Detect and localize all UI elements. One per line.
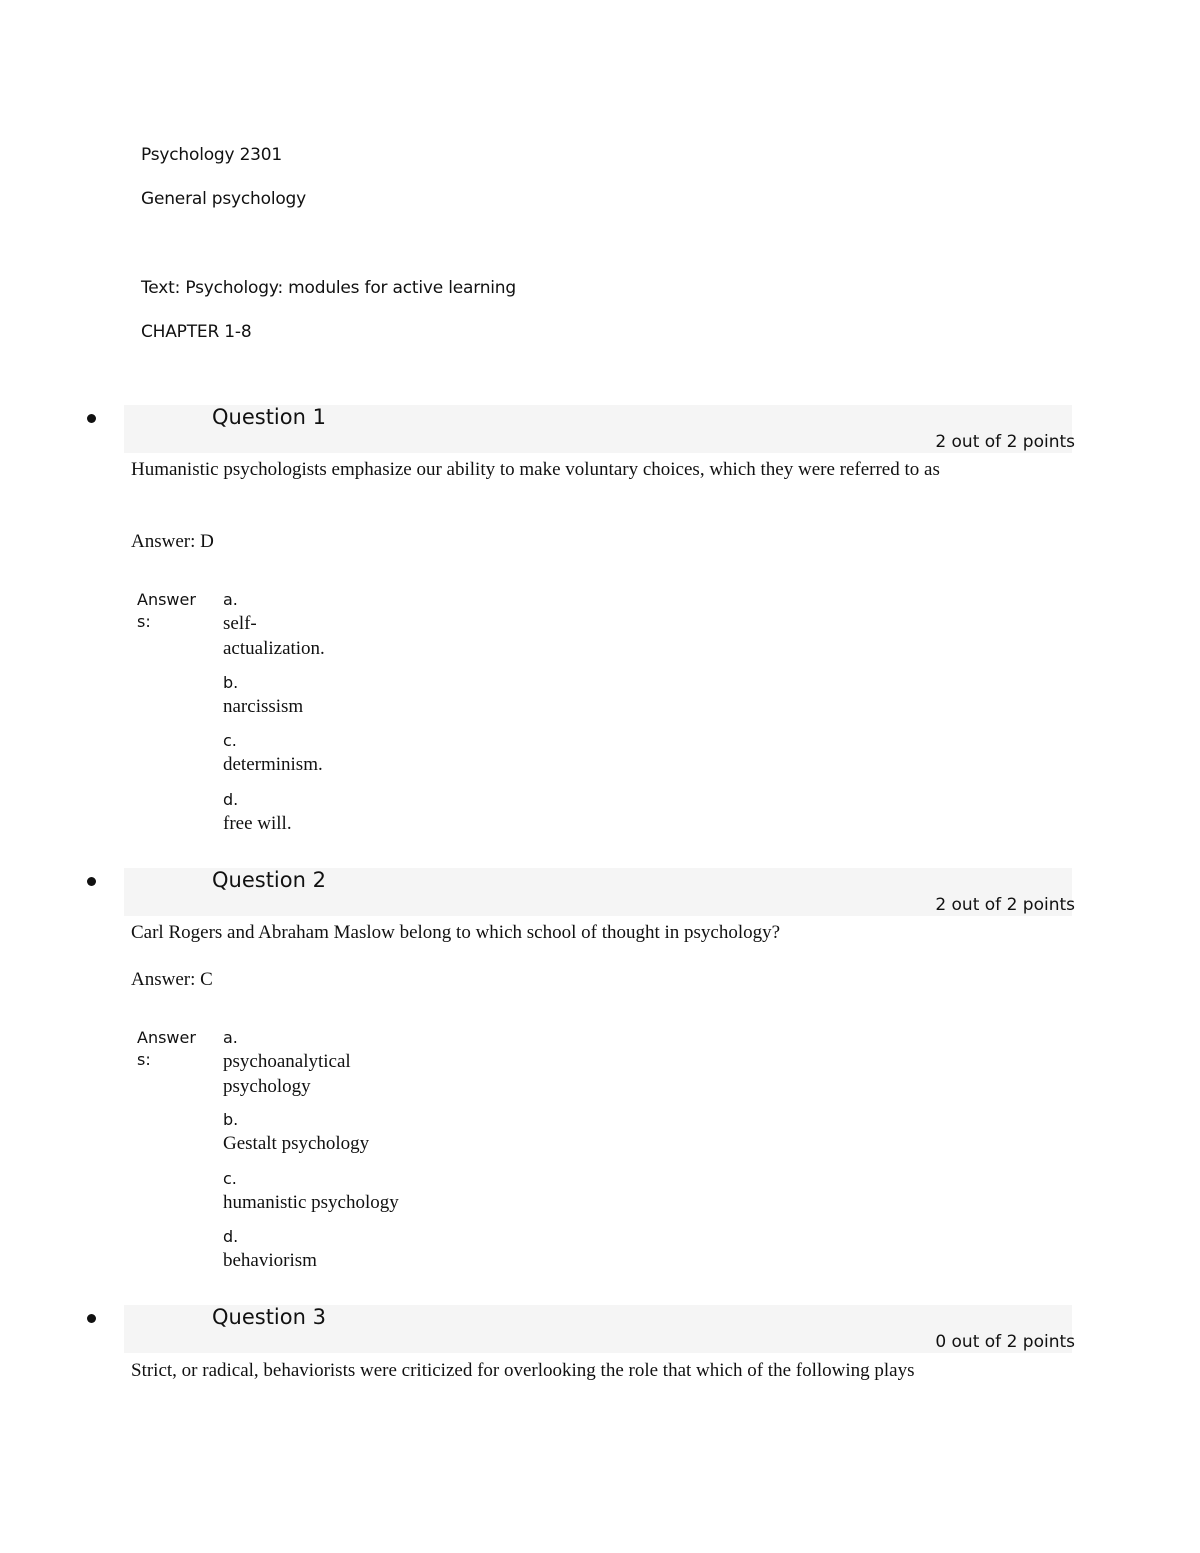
textbook-line: Text: Psychology: modules for active learning — [141, 278, 516, 298]
option-letter: b. — [223, 673, 239, 692]
question-text: Strict, or radical, behaviorists were criticized for overlooking the role that which of the following plays — [131, 1360, 915, 1381]
answer-option — [223, 730, 353, 777]
question-title: Question 3 — [212, 1305, 326, 1329]
answers-label: Answers: — [137, 1028, 196, 1069]
question-points: 2 out of 2 points — [935, 432, 1075, 452]
option-text: humanistic psychology — [223, 1192, 399, 1213]
option-text: Gestalt psychology — [223, 1133, 370, 1154]
bullet-icon — [87, 1314, 96, 1323]
question-points: 0 out of 2 points — [935, 1332, 1075, 1352]
answer-option — [223, 1168, 443, 1215]
question-answer: Answer: D — [131, 531, 214, 552]
answers-label: Answers: — [137, 590, 196, 631]
option-letter: c. — [223, 1169, 237, 1188]
question-text: Carl Rogers and Abraham Maslow belong to which school of thought in psychology? — [131, 922, 781, 943]
answer-option — [223, 1027, 373, 1099]
option-text: determinism. — [223, 754, 323, 775]
question-text: Humanistic psychologists emphasize our ability to make voluntary choices, which they were referred to as — [131, 459, 940, 480]
option-text: psychoanalytical psychology — [223, 1051, 351, 1097]
question-answer: Answer: C — [131, 969, 213, 990]
question-points: 2 out of 2 points — [935, 895, 1075, 915]
answer-option — [223, 1226, 443, 1273]
option-text: narcissism — [223, 696, 304, 717]
answer-option — [223, 1109, 443, 1156]
question-title: Question 2 — [212, 868, 326, 892]
option-letter: d. — [223, 790, 239, 809]
course-subtitle: General psychology — [141, 189, 307, 209]
question-title: Question 1 — [212, 405, 326, 429]
answer-option — [223, 789, 353, 836]
bullet-icon — [87, 877, 96, 886]
option-letter: c. — [223, 731, 237, 750]
bullet-icon — [87, 414, 96, 423]
option-letter: b. — [223, 1110, 239, 1129]
option-letter: a. — [223, 1028, 238, 1047]
option-text: self-actualization. — [223, 613, 325, 659]
option-letter: d. — [223, 1227, 239, 1246]
chapter-line: CHAPTER 1-8 — [141, 322, 252, 342]
option-text: behaviorism — [223, 1250, 317, 1271]
answer-option — [223, 589, 343, 661]
option-text: free will. — [223, 813, 292, 834]
course-title: Psychology 2301 — [141, 145, 283, 165]
option-letter: a. — [223, 590, 238, 609]
answer-option — [223, 672, 353, 719]
